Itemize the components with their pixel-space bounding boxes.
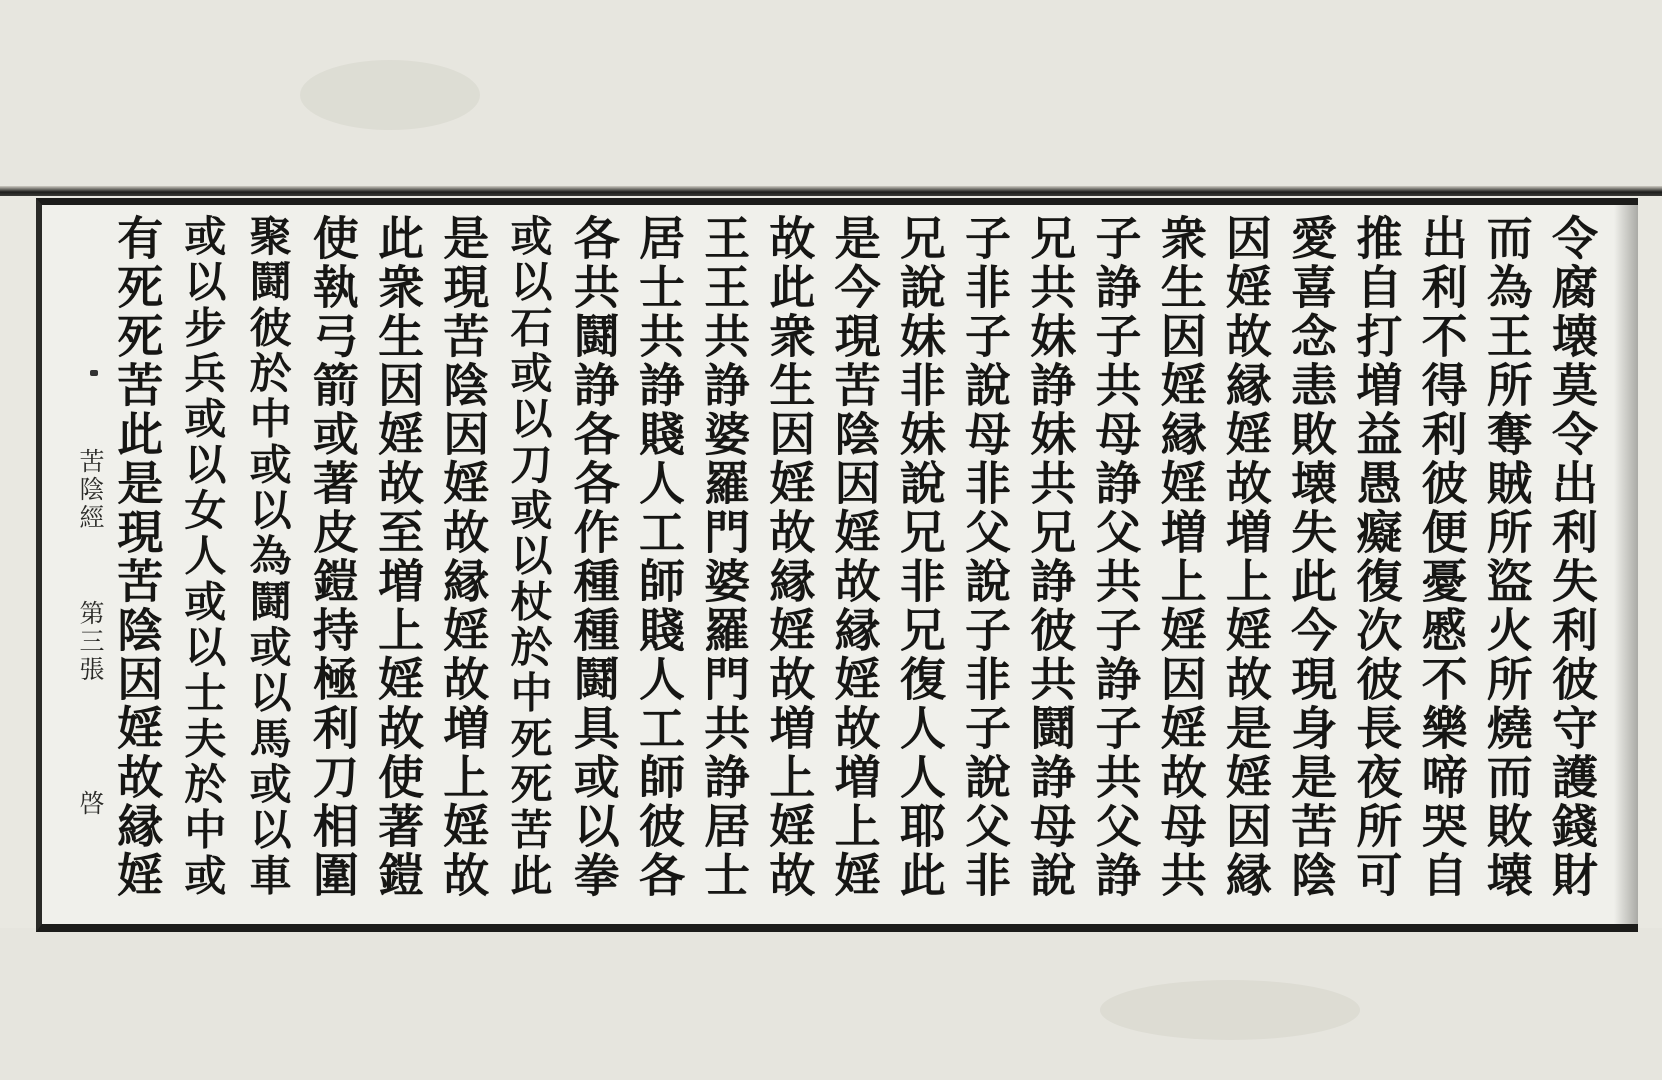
text-column: 推自打増益愚癡復次彼長夜所可 bbox=[1349, 214, 1404, 900]
text-column: 衆生因婬縁婬増上婬因婬故母共 bbox=[1153, 214, 1208, 900]
margin-sutra-title: 苦陰經 bbox=[76, 448, 105, 532]
frame-edge-shadow bbox=[1614, 205, 1638, 924]
text-columns bbox=[106, 214, 1606, 914]
page-fold-line bbox=[0, 186, 1662, 196]
text-column: 使執弓箭或著皮鎧持極利刀相圍 bbox=[305, 214, 360, 900]
text-column: 子諍子共母諍父共子諍子共父諍 bbox=[1088, 214, 1143, 900]
text-column: 出利不得利彼便憂慼不樂啼哭自 bbox=[1414, 214, 1469, 900]
text-column: 或以石或以刀或以杖於中死死苦此 bbox=[504, 214, 554, 899]
text-column: 愛喜念恚敗壊失此今現身是苦陰 bbox=[1284, 214, 1339, 900]
text-column: 令腐壊莫令出利失利彼守護錢財 bbox=[1545, 214, 1599, 900]
text-column: 有死死苦此是現苦陰因婬故縁婬 bbox=[110, 214, 165, 900]
text-column: 各共鬪諍各各作種種鬪具或以拳 bbox=[566, 214, 621, 900]
margin-page-number: 第三張 bbox=[76, 600, 105, 684]
text-column: 因婬故縁婬故増上婬故是婬因縁 bbox=[1218, 214, 1273, 900]
margin-carver-mark: 啓 bbox=[76, 790, 105, 818]
text-column: 居士共諍賤人工師賤人工師彼各 bbox=[631, 214, 686, 900]
text-column: 子非子說母非父說子非子說父非 bbox=[958, 214, 1013, 900]
paper-stain bbox=[300, 60, 480, 130]
text-column: 而為王所奪賊所盜火所燒而敗壊 bbox=[1479, 214, 1534, 900]
text-column: 故此衆生因婬故縁婬故増上婬故 bbox=[762, 214, 817, 900]
text-column: 此衆生因婬故至増上婬故使著鎧 bbox=[371, 214, 426, 900]
text-column: 是今現苦陰因婬故縁婬故増上婬 bbox=[827, 214, 882, 900]
text-column: 是現苦陰因婬故縁婬故増上婬故 bbox=[436, 214, 491, 900]
margin-mark bbox=[90, 370, 98, 376]
text-column: 王王共諍婆羅門婆羅門共諍居士 bbox=[697, 214, 752, 900]
paper-stain bbox=[1100, 980, 1360, 1040]
text-column: 聚鬪彼於中或以為鬪或以馬或以車 bbox=[243, 214, 293, 899]
lower-paper-area bbox=[0, 928, 1662, 1080]
text-column: 兄說妹非妹說兄非兄復人人耶此 bbox=[892, 214, 947, 900]
upper-paper-area bbox=[0, 0, 1662, 190]
text-column: 兄共妹諍妹共兄諍彼共鬪諍母說 bbox=[1023, 214, 1078, 900]
text-column: 或以步兵或以女人或以士夫於中或 bbox=[178, 214, 228, 899]
